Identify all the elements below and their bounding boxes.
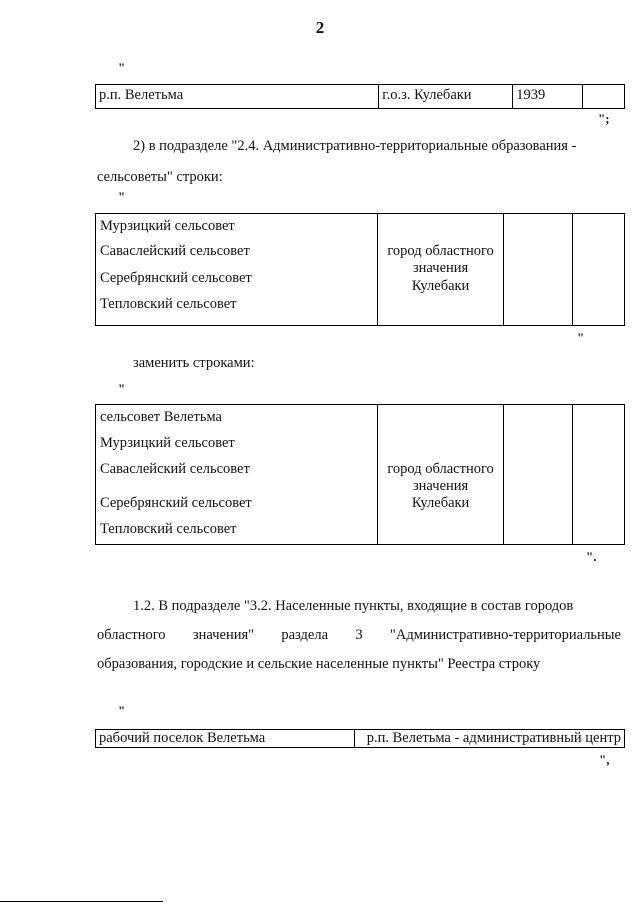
paragraph-3: [97, 592, 621, 679]
new-city-cell: [377, 405, 503, 545]
new-empty-cell-1: [504, 405, 573, 545]
new-city-line1: город областного: [387, 461, 494, 477]
paragraph-2-line1: 2) в подразделе "2.4. Административно-территориальные образования -: [133, 138, 577, 154]
old-empty-cell-2: [573, 214, 625, 326]
new-name-5: Тепловский сельсовет: [100, 521, 237, 537]
cell-empty: [583, 85, 625, 109]
old-city-cell: [377, 214, 503, 326]
quote-close-3: ".: [586, 549, 597, 564]
paragraph-2: [97, 131, 621, 193]
old-name-2: Саваслейский сельсовет: [100, 243, 250, 259]
quote-open-2: ": [118, 189, 126, 204]
quote-close-1: ";: [598, 111, 610, 126]
quote-close-2: ": [577, 330, 585, 345]
table-new-rows: [95, 404, 625, 545]
quote-close-4: ",: [599, 752, 610, 767]
old-name-1: Мурзицкий сельсовет: [100, 218, 235, 234]
old-name-3: Серебрянский сельсовет: [100, 270, 252, 286]
new-name-4: Серебрянский сельсовет: [100, 495, 252, 511]
new-name-3: Саваслейский сельсовет: [100, 461, 250, 477]
quote-open-1: ": [118, 60, 126, 75]
old-city-line3: Кулебаки: [411, 278, 470, 294]
new-name-1: сельсовет Велетьма: [100, 409, 222, 425]
cell-working-settlement: рабочий поселок Велетьма: [96, 730, 355, 748]
cell-year: 1939: [513, 85, 583, 109]
new-city-line3: Кулебаки: [411, 495, 470, 511]
old-names-cell: [96, 214, 378, 326]
cell-settlement: р.п. Велетьма: [96, 85, 379, 109]
paragraph-3-line1: 1.2. В подразделе "3.2. Населенные пункты, входящие в состав городов: [133, 598, 574, 614]
old-city-line1: город областного: [387, 243, 494, 259]
quote-open-4: ": [118, 703, 126, 718]
paragraph-3-line2: областного значения" раздела 3 "Административно-территориальные: [97, 627, 621, 643]
paragraph-2-line2: сельсоветы" строки:: [97, 169, 223, 185]
quote-open-3: ": [118, 381, 126, 396]
cell-district: г.о.з. Кулебаки: [379, 85, 513, 109]
old-name-4: Тепловский сельсовет: [100, 296, 237, 312]
replace-label: заменить строками:: [133, 355, 255, 371]
old-city-line2: значения: [412, 260, 469, 276]
page-number: 2: [315, 18, 325, 37]
new-empty-cell-2: [573, 405, 625, 545]
cell-admin-center: р.п. Велетьма - административный центр: [355, 730, 625, 748]
paragraph-3-line3: образования, городские и сельские населенные пункты" Реестра строку: [97, 656, 541, 672]
table-old-rows: [95, 213, 625, 326]
table-working-settlement: [95, 729, 625, 748]
old-empty-cell-1: [504, 214, 573, 326]
new-names-cell: [96, 405, 378, 545]
new-name-2: Мурзицкий сельсовет: [100, 435, 235, 451]
footnote-divider: [0, 901, 163, 902]
new-city-line2: значения: [412, 478, 469, 494]
table-veletma-row: [95, 84, 625, 109]
